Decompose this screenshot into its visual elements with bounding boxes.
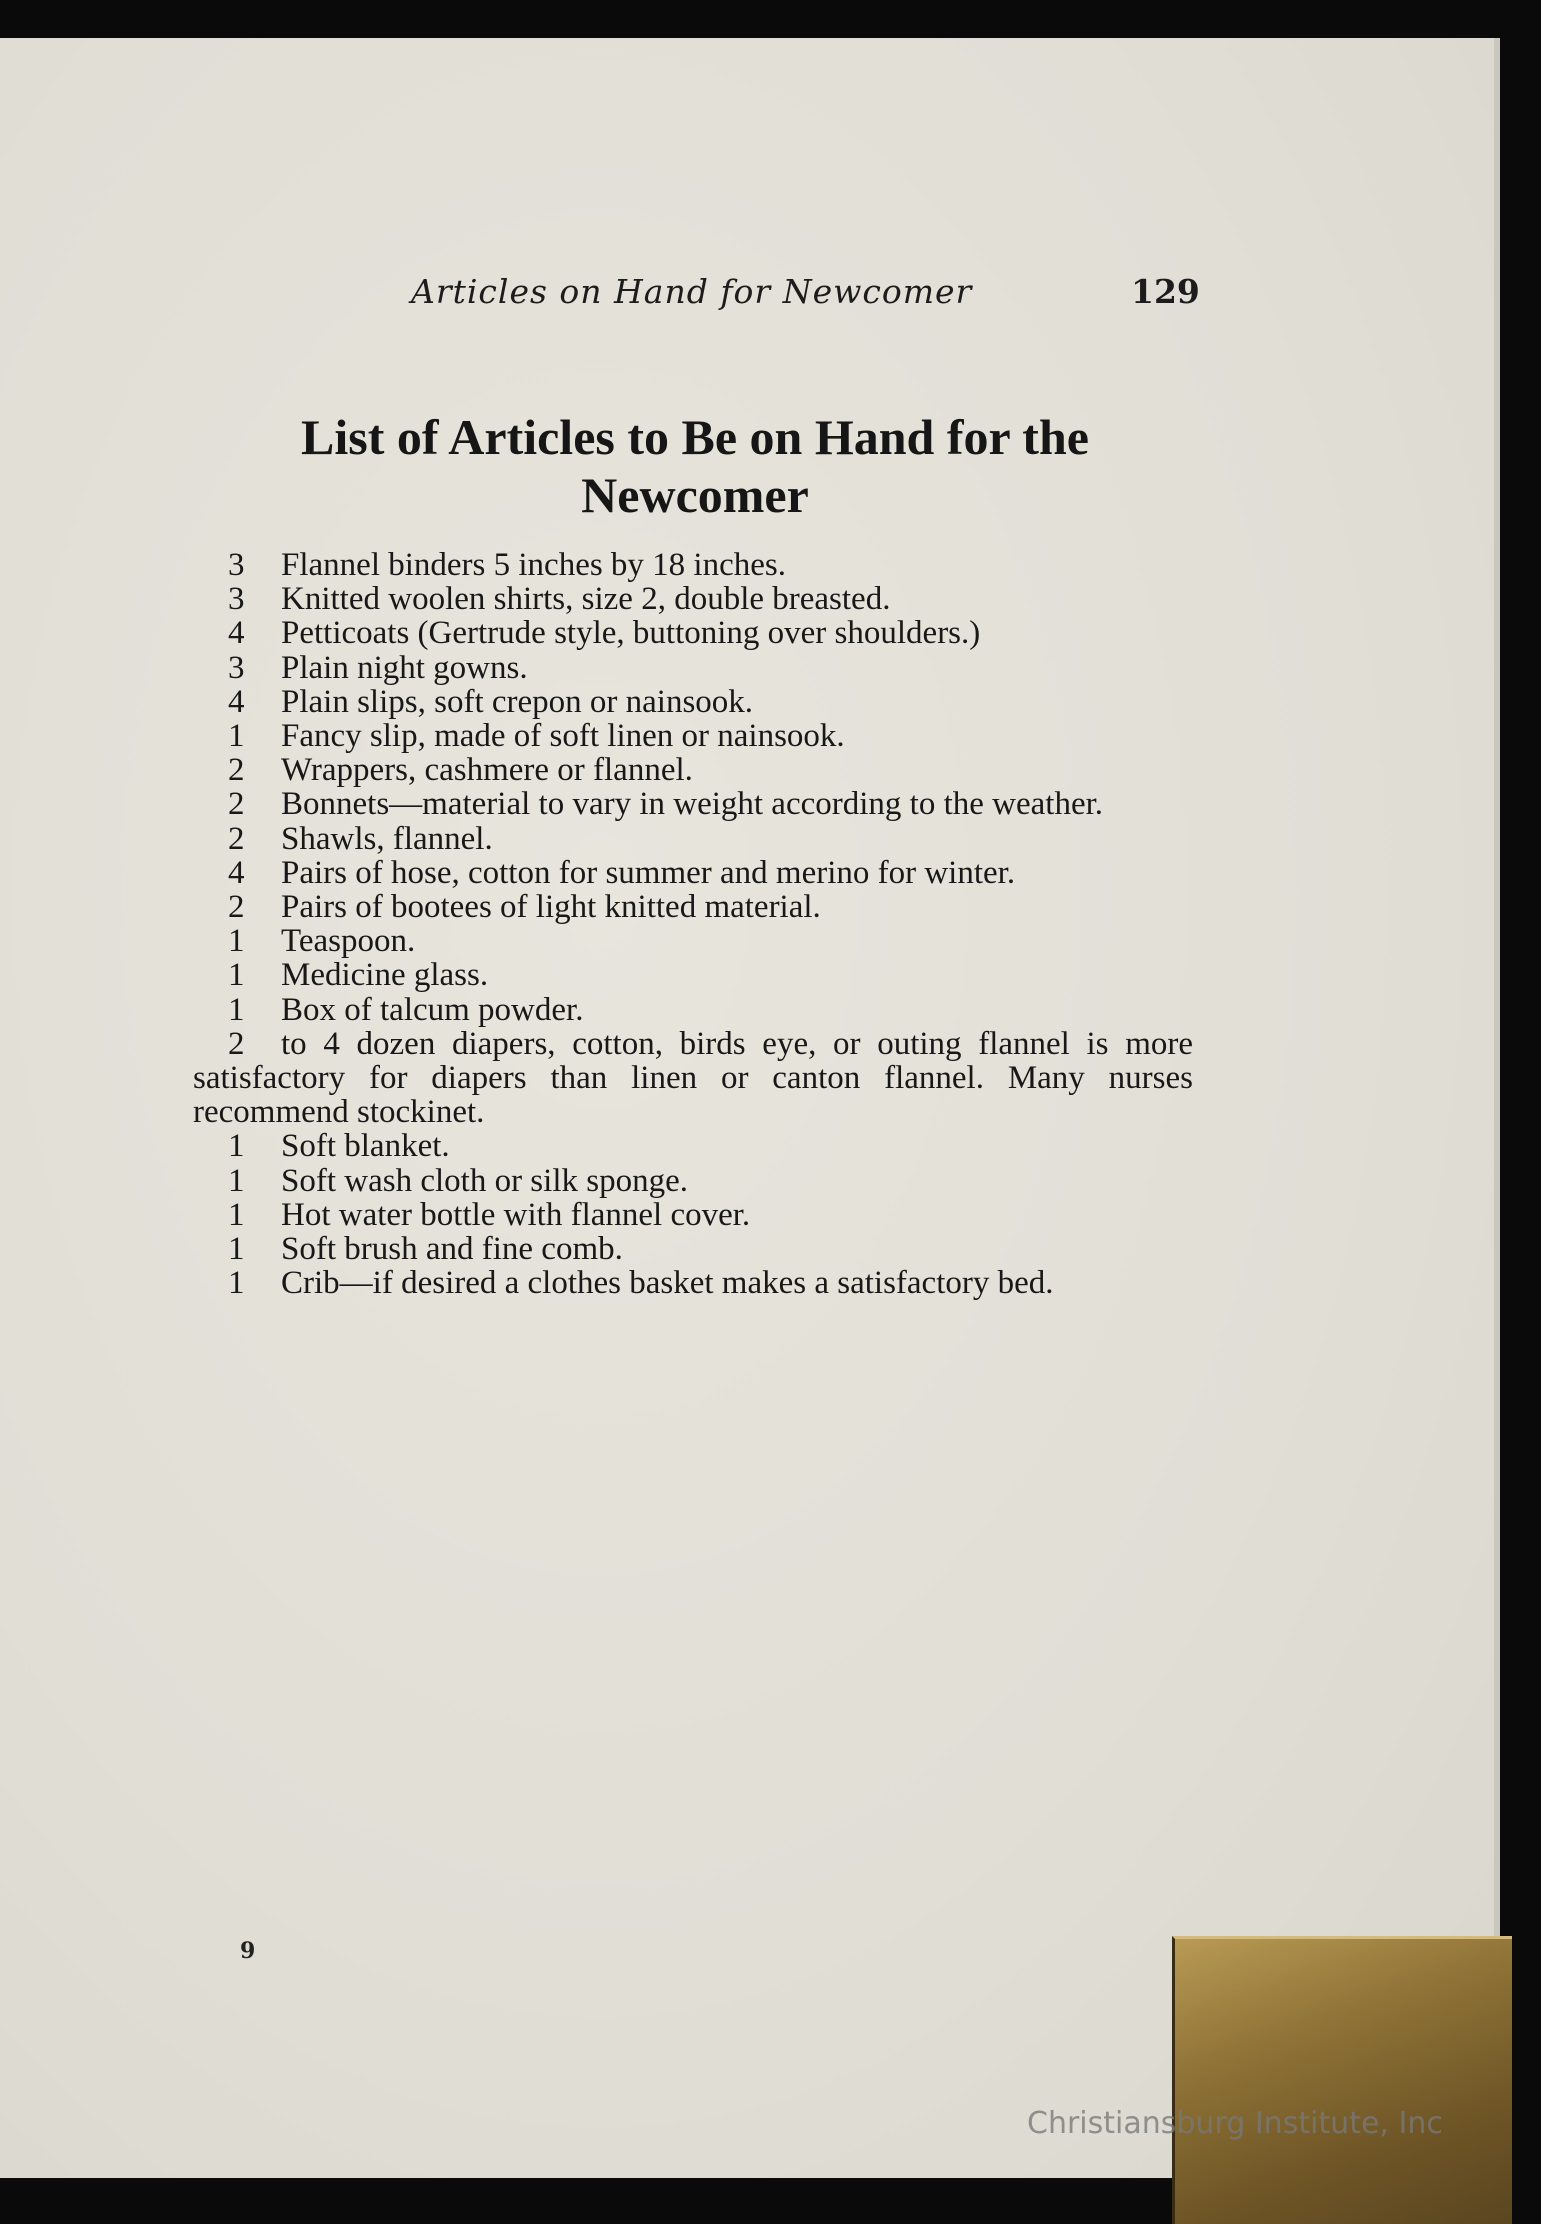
articles-list — [193, 548, 1193, 1300]
item-quantity: 1 — [228, 1128, 245, 1165]
watermark: Christiansburg Institute, Inc — [1027, 2106, 1443, 2141]
list-item — [193, 685, 1193, 719]
list-item — [193, 993, 1193, 1027]
item-text: Fancy slip, made of soft linen or nainsook. — [281, 718, 845, 755]
list-item — [193, 753, 1193, 787]
item-text: Bonnets—material to vary in weight according to the weather. — [281, 786, 1104, 823]
item-quantity: 2 — [228, 820, 245, 857]
list-item — [193, 958, 1193, 992]
item-quantity: 2 — [228, 786, 245, 823]
item-text: Crib—if desired a clothes basket makes a satisfactory bed. — [281, 1265, 1054, 1302]
page-title: List of Articles to Be on Hand for the Newcomer — [301, 409, 1089, 523]
running-head — [0, 272, 1500, 314]
list-item — [193, 548, 1193, 582]
list-item — [193, 719, 1193, 753]
item-text: Flannel binders 5 inches by 18 inches. — [281, 547, 786, 583]
item-quantity: 1 — [228, 1265, 245, 1302]
list-item — [193, 616, 1193, 650]
item-text: Wrappers, cashmere or flannel. — [281, 752, 693, 789]
item-quantity: 2 — [228, 1025, 245, 1062]
item-quantity: 1 — [228, 1196, 245, 1233]
item-quantity: 4 — [228, 615, 245, 652]
list-item — [193, 1232, 1193, 1266]
item-quantity: 2 — [228, 889, 245, 926]
item-quantity: 3 — [228, 547, 245, 583]
item-text: Medicine glass. — [281, 957, 489, 994]
list-item — [193, 856, 1193, 890]
list-item — [193, 582, 1193, 616]
item-quantity: 3 — [228, 581, 245, 618]
signature-mark: 9 — [240, 1938, 256, 1964]
item-text: to 4 dozen diapers, cotton, birds eye, or outing flannel is more satisfactory for diapers than linen or canton flannel. Many nurses recommend stockinet. — [193, 1025, 1193, 1131]
item-text: Shawls, flannel. — [281, 820, 493, 857]
list-item — [193, 924, 1193, 958]
item-quantity: 1 — [228, 1231, 245, 1268]
list-item — [193, 1164, 1193, 1198]
running-head-title: Articles on Hand for Newcomer — [411, 272, 973, 311]
item-text: Petticoats (Gertrude style, buttoning over shoulders.) — [281, 615, 981, 652]
item-quantity: 2 — [228, 752, 245, 789]
brass-corner-tab — [1172, 1936, 1512, 2224]
item-quantity: 1 — [228, 991, 245, 1028]
item-quantity: 1 — [228, 718, 245, 755]
item-text: Pairs of hose, cotton for summer and merino for winter. — [281, 854, 1016, 891]
item-text: Plain slips, soft crepon or nainsook. — [281, 683, 754, 720]
list-item — [193, 890, 1193, 924]
page-edge — [1494, 38, 1500, 2178]
list-item — [193, 1129, 1193, 1163]
list-item — [193, 1198, 1193, 1232]
item-text: Box of talcum powder. — [281, 991, 584, 1028]
page-number: 129 — [1131, 272, 1200, 311]
list-item — [193, 1266, 1193, 1300]
item-quantity: 1 — [228, 923, 245, 960]
item-text: Teaspoon. — [281, 923, 416, 960]
list-item — [193, 1027, 1193, 1130]
item-text: Hot water bottle with flannel cover. — [281, 1196, 751, 1233]
item-text: Soft blanket. — [281, 1128, 450, 1165]
item-quantity: 3 — [228, 649, 245, 686]
item-quantity: 4 — [228, 683, 245, 720]
item-quantity: 4 — [228, 854, 245, 891]
item-quantity: 1 — [228, 957, 245, 994]
item-text: Knitted woolen shirts, size 2, double breasted. — [281, 581, 891, 618]
item-text: Plain night gowns. — [281, 649, 528, 686]
list-item — [193, 651, 1193, 685]
book-page — [0, 38, 1500, 2178]
item-text: Soft wash cloth or silk sponge. — [281, 1162, 688, 1199]
item-text: Pairs of bootees of light knitted material. — [281, 889, 821, 926]
list-item — [193, 787, 1193, 821]
item-text: Soft brush and fine comb. — [281, 1231, 623, 1268]
item-quantity: 1 — [228, 1162, 245, 1199]
list-item — [193, 822, 1193, 856]
